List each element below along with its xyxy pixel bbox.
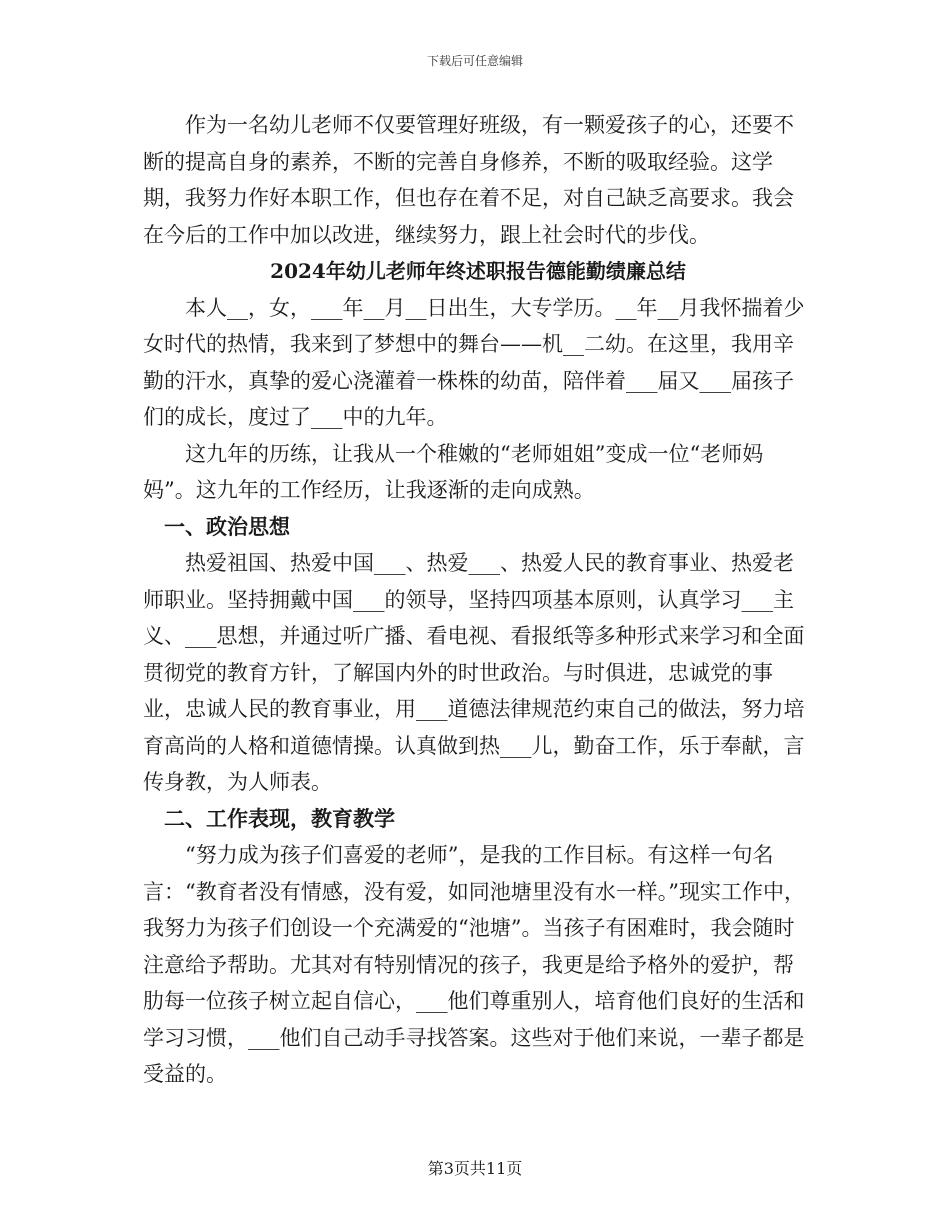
section-heading-teaching: 二、工作表现，教育教学: [164, 805, 395, 831]
paragraph-growth: 这九年的历练，让我从一个稚嫩的“老师姐姐”变成一位“老师妈妈”。这九年的工作经历，让我逐渐的走向成熟。: [143, 441, 764, 502]
page-header: 下载后可任意编辑: [426, 54, 523, 68]
paragraph-teaching: “努力成为孩子们喜爱的老师”，是我的工作目标。有这样一句名言：“教育者没有情感，没有爱，如同池塘里没有水一样。”现实工作中，我努力为孩子们创设一个充满爱的“池塘”。当孩子有困难时，我会随时注意给予帮助。尤其对有特别情况的孩子，我更是给予格外的爱护，帮肋每一位孩子树立起自信心，___他们尊重别人，培育他们良好的生活和学习习惯，___他们自己动手寻找答案。这些对于他们来说，一辈子都是受益的。: [143, 843, 805, 1086]
section-heading-politics: 一、政治思想: [164, 513, 290, 539]
document-body: [143, 107, 813, 1093]
document-title: 2024年幼儿老师年终述职报告德能勤绩廉总结: [270, 259, 686, 283]
paragraph-personal-info: 本人__，女，___年__月__日出生，大专学历。__年__月我怀揣着少女时代的热情，我来到了梦想中的舞台——机__二幼。在这里，我用辛勤的汗水，真挚的爱心浇灌着一株株的幼苗，陪伴着___届又___届孩子们的成长，度过了___中的九年。: [143, 295, 805, 429]
paragraph-politics: 热爱祖国、热爱中国___、热爱___、热爱人民的教育事业、热爱老师职业。坚持拥戴中国___的领导，坚持四项基本原则，认真学习___主义、___思想，并通过听广播、看电视、看报纸等多种形式来学习和全面贯彻党的教育方针，了解国内外的时世政治。与时俱进，忠诚党的事业，忠诚人民的教育事业，用___道德法律规范约束自己的做法，努力培育高尚的人格和道德情操。认真做到热___儿，勤奋工作，乐于奉献，言传身教，为人师表。: [143, 551, 805, 794]
paragraph-intro: 作为一名幼儿老师不仅要管理好班级，有一颗爱孩子的心，还要不断的提高自身的素养，不断的完善自身修养，不断的吸取经验。这学期，我努力作好本职工作，但也存在着不足，对自己缺乏高要求。我会在今后的工作中加以改进，继续努力，跟上社会时代的步伐。: [143, 113, 794, 247]
page-number-footer: 第3页共11页: [427, 1159, 523, 1178]
